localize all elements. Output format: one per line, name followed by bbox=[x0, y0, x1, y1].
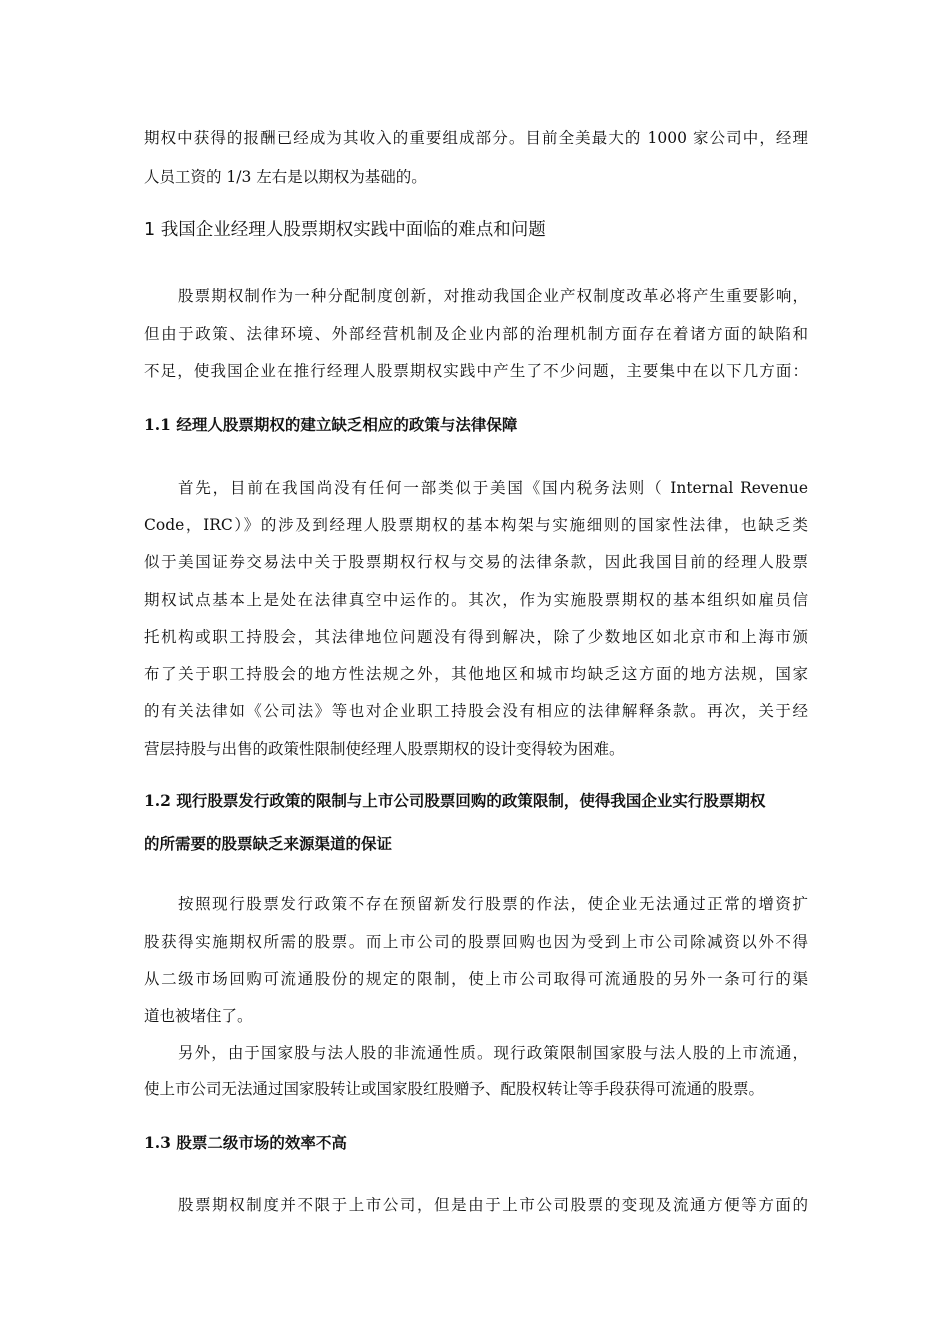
intro-line-2: 人员工资的 1/3 左右是以期权为基础的。 bbox=[144, 168, 427, 186]
p2-line-4: 期权试点基本上是处在法律真空中运作的。其次，作为实施股票期权的基本组织如雇员信 bbox=[144, 591, 808, 609]
p3-line-3: 从二级市场回购可流通股份的规定的限制，使上市公司取得可流通股的另外一条可行的渠 bbox=[144, 970, 808, 988]
subheading-1-3: 1.3 股票二级市场的效率不高 bbox=[144, 1133, 347, 1152]
p5-line-1: 股票期权制度并不限于上市公司，但是由于上市公司股票的变现及流通方便等方面的 bbox=[178, 1196, 808, 1214]
p4-line-1: 另外，由于国家股与法人股的非流通性质。现行政策限制国家股与法人股的上市流通， bbox=[178, 1044, 808, 1062]
p2-line-2: Code，IRC）》的涉及到经理人股票期权的基本构架与实施细则的国家性法律，也缺乏类 bbox=[144, 516, 808, 534]
p2-line-5: 托机构或职工持股会，其法律地位问题没有得到解决，除了少数地区如北京市和上海市颁 bbox=[144, 628, 808, 646]
intro-line-1: 期权中获得的报酬已经成为其收入的重要组成部分。目前全美最大的 1000 家公司中，经理 bbox=[144, 129, 808, 147]
p2-line-7: 的有关法律如《公司法》等也对企业职工持股会没有相应的法律解释条款。再次，关于经 bbox=[144, 702, 808, 720]
subheading-1-2-line-2: 的所需要的股票缺乏来源渠道的保证 bbox=[144, 834, 393, 853]
p3-line-1: 按照现行股票发行政策不存在预留新发行股票的作法，使企业无法通过正常的增资扩 bbox=[178, 895, 808, 913]
p3-line-4: 道也被堵住了。 bbox=[144, 1007, 253, 1025]
p4-line-2: 使上市公司无法通过国家股转让或国家股红股赠予、配股权转让等手段获得可流通的股票。 bbox=[144, 1080, 765, 1098]
subheading-1-2-line-1: 1.2 现行股票发行政策的限制与上市公司股票回购的政策限制，使得我国企业实行股票期权 bbox=[144, 791, 766, 810]
section-heading-1: 1 我国企业经理人股票期权实践中面临的难点和问题 bbox=[144, 220, 546, 240]
subheading-1-1: 1.1 经理人股票期权的建立缺乏相应的政策与法律保障 bbox=[144, 415, 518, 434]
p2-line-1: 首先，目前在我国尚没有任何一部类似于美国《国内税务法则（ Internal Revenue bbox=[178, 479, 808, 497]
p1-line-3: 不足，使我国企业在推行经理人股票期权实践中产生了不少问题，主要集中在以下几方面： bbox=[144, 362, 808, 380]
p2-line-8: 营层持股与出售的政策性限制使经理人股票期权的设计变得较为困难。 bbox=[144, 740, 625, 758]
p1-line-1: 股票期权制作为一种分配制度创新，对推动我国企业产权制度改革必将产生重要影响， bbox=[178, 287, 808, 305]
p2-line-6: 布了关于职工持股会的地方性法规之外，其他地区和城市均缺乏这方面的地方法规，国家 bbox=[144, 665, 808, 683]
p2-line-3: 似于美国证券交易法中关于股票期权行权与交易的法律条款，因此我国目前的经理人股票 bbox=[144, 553, 808, 571]
p3-line-2: 股获得实施期权所需的股票。而上市公司的股票回购也因为受到上市公司除减资以外不得 bbox=[144, 933, 808, 951]
p1-line-2: 但由于政策、法律环境、外部经营机制及企业内部的治理机制方面存在着诸方面的缺陷和 bbox=[144, 325, 808, 343]
